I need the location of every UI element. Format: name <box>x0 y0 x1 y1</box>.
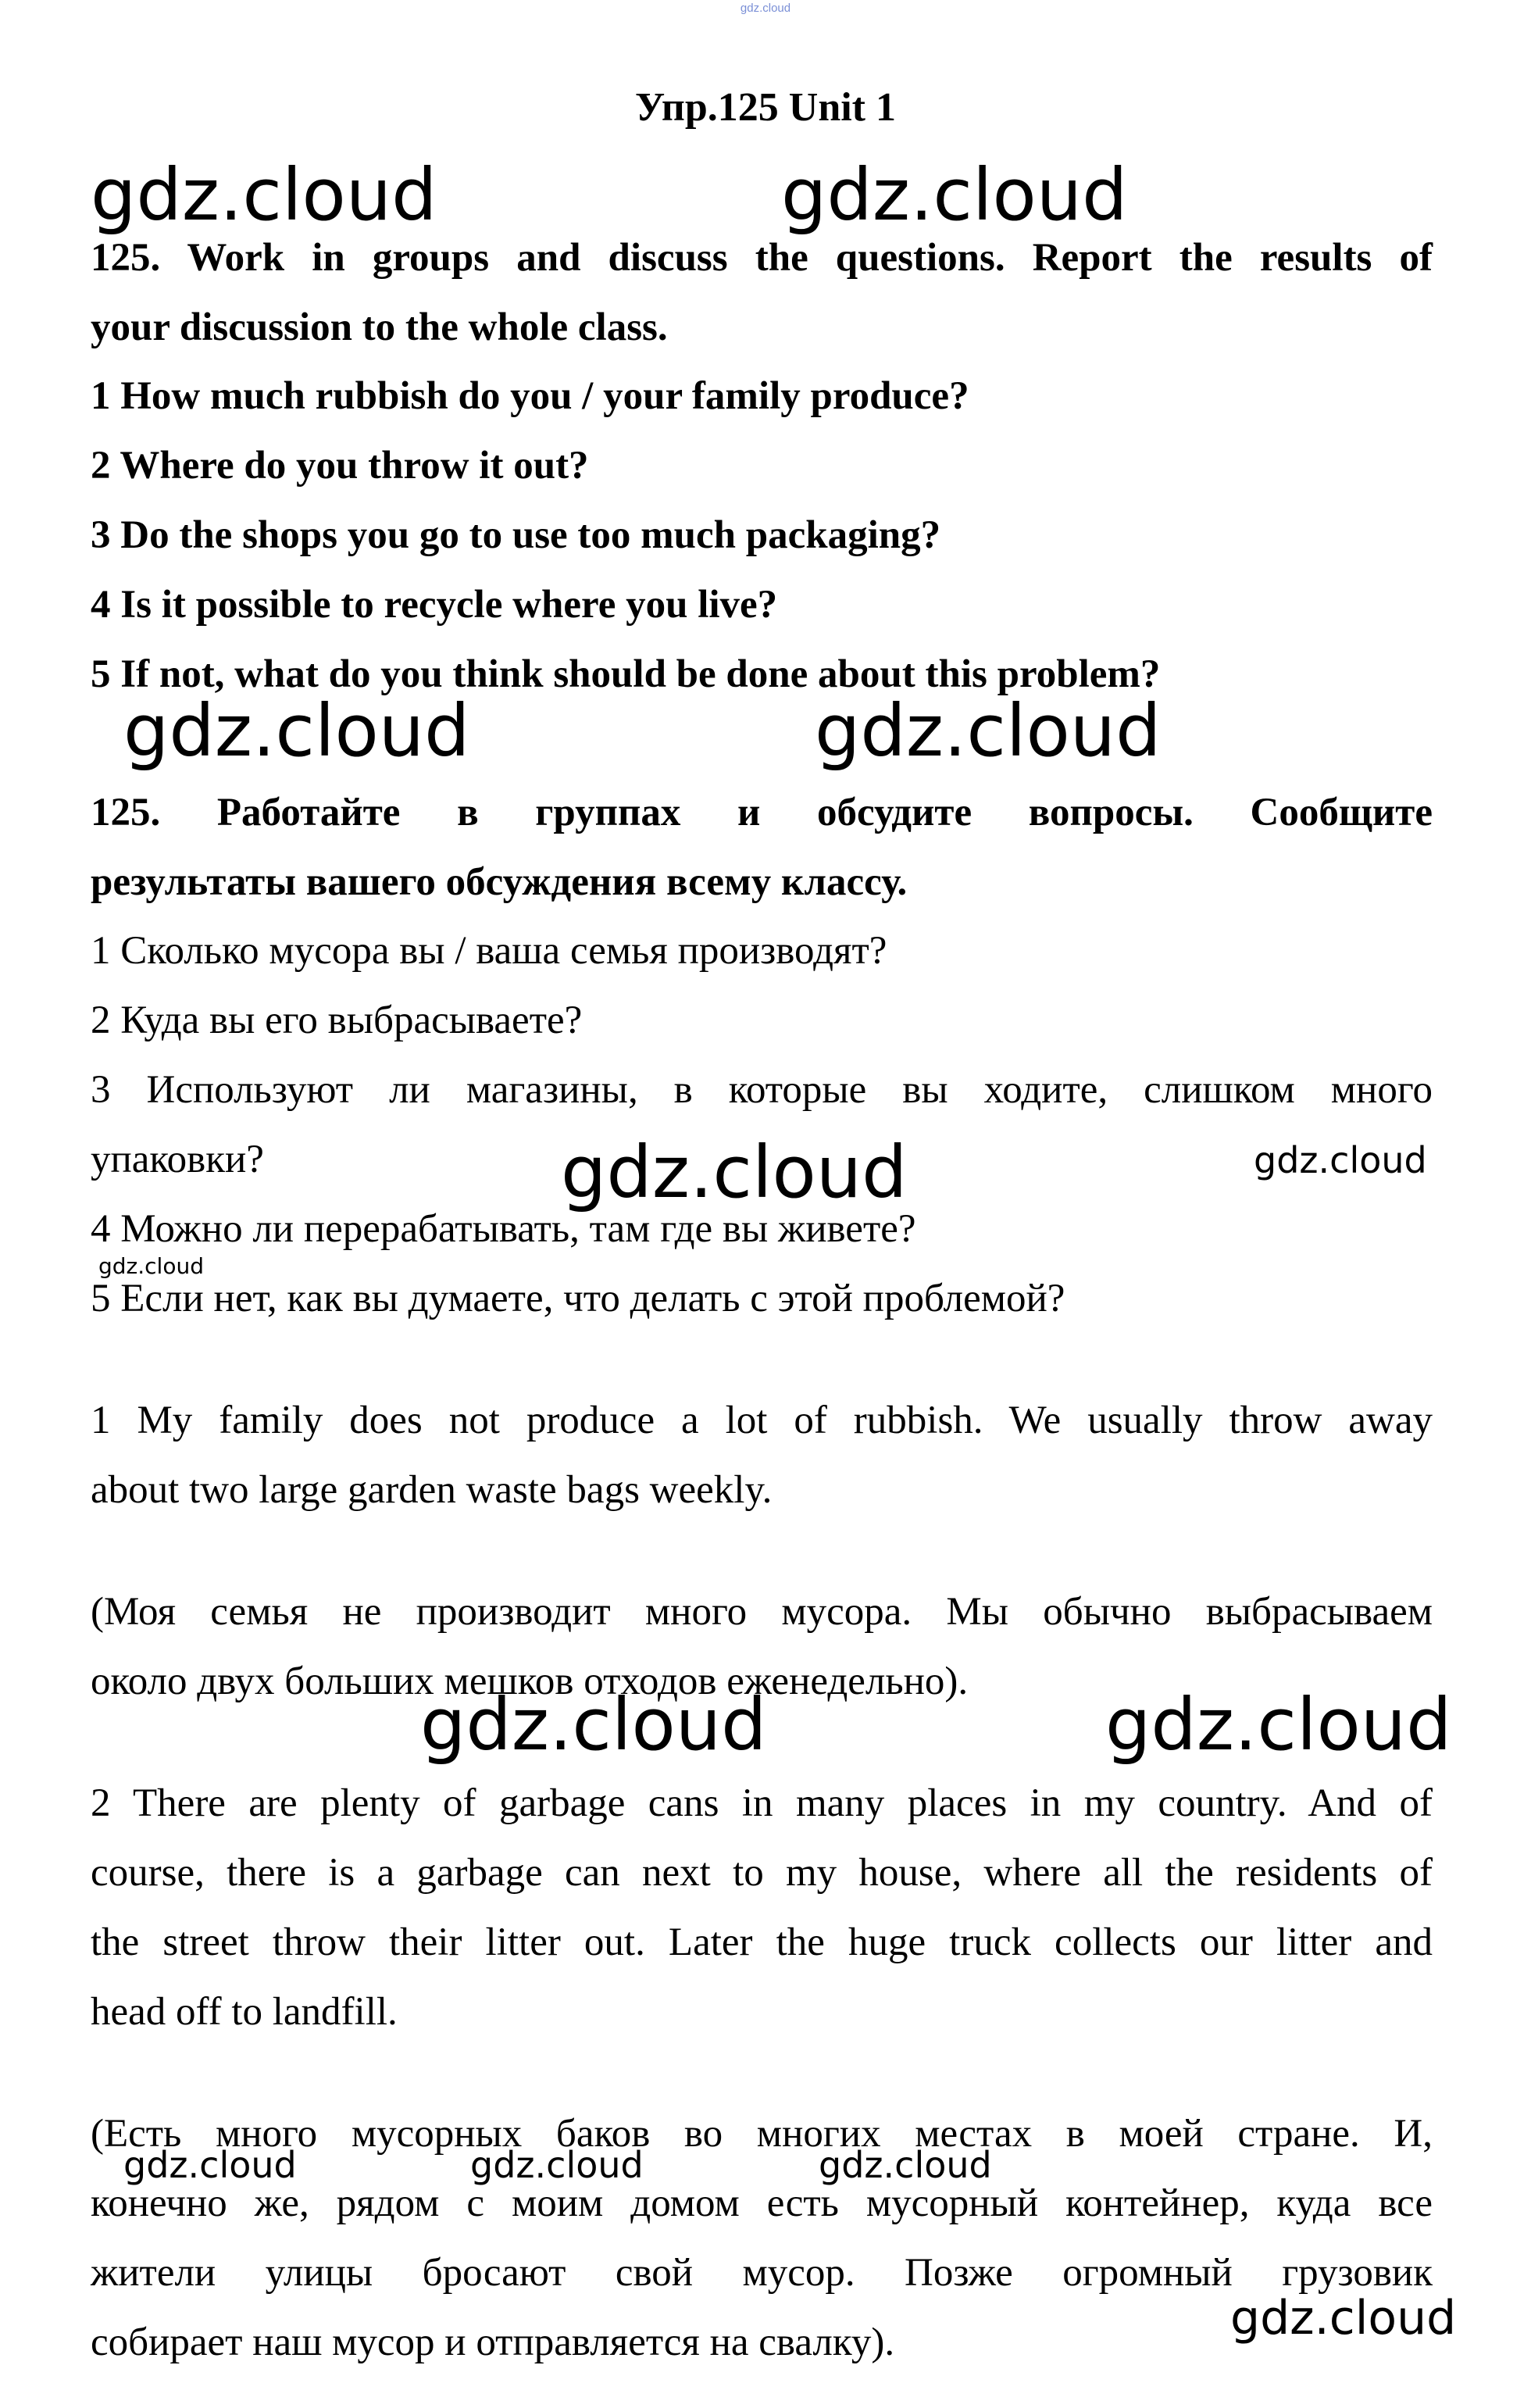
question-ru-3-line-1: 3 Используют ли магазины, в которые вы ходите, слишком много <box>91 1068 1433 1112</box>
question-ru-4: 4 Можно ли перерабатывать, там где вы живете? <box>91 1207 916 1251</box>
question-ru-3-line-2: упаковки? <box>91 1138 264 1181</box>
watermark: gdz.cloud <box>815 689 1162 773</box>
answer-2-ru-line-1: (Есть много мусорных баков во многих местах в моей стране. И, <box>91 2112 1433 2156</box>
top-watermark: gdz.cloud <box>740 2 791 15</box>
answer-2-ru-line-3: жители улицы бросают свой мусор. Позже огромный грузовик <box>91 2251 1433 2295</box>
watermark: gdz.cloud <box>561 1131 908 1214</box>
answer-1-en-line-2: about two large garden waste bags weekly. <box>91 1468 773 1512</box>
answer-2-en-line-3: the street throw their litter out. Later the huge truck collects our litter and <box>91 1920 1433 1964</box>
question-en-3: 3 Do the shops you go to use too much packaging? <box>91 513 941 557</box>
answer-2-en-line-4: head off to landfill. <box>91 1990 398 2034</box>
answer-1-ru-line-1: (Моя семья не производит много мусора. Мы обычно выбрасываем <box>91 1590 1433 1634</box>
answer-2-en-line-2: course, there is a garbage can next to my house, where all the residents of <box>91 1851 1433 1895</box>
watermark: gdz.cloud <box>1230 2291 1457 2345</box>
watermark: gdz.cloud <box>1105 1683 1452 1767</box>
watermark: gdz.cloud <box>470 2144 644 2186</box>
question-en-2: 2 Where do you throw it out? <box>91 444 589 488</box>
answer-1-ru-line-2: около двух больших мешков отходов еженедельно). <box>91 1660 969 1703</box>
question-en-4: 4 Is it possible to recycle where you live? <box>91 583 778 627</box>
question-en-1: 1 How much rubbish do you / your family produce? <box>91 374 969 418</box>
task-en-line-2: your discussion to the whole class. <box>91 305 668 349</box>
watermark: gdz.cloud <box>781 153 1128 237</box>
question-ru-5: 5 Если нет, как вы думаете, что делать с этой проблемой? <box>91 1277 1065 1320</box>
watermark: gdz.cloud <box>123 2144 297 2186</box>
task-en-line-1: 125. Work in groups and discuss the questions. Report the results of <box>91 236 1433 280</box>
watermark: gdz.cloud <box>819 2144 992 2186</box>
watermark: gdz.cloud <box>123 689 470 773</box>
watermark: gdz.cloud <box>1254 1139 1427 1181</box>
question-en-5: 5 If not, what do you think should be done about this problem? <box>91 652 1161 696</box>
answer-2-en-line-1: 2 There are plenty of garbage cans in many places in my country. And of <box>91 1781 1433 1825</box>
watermark: gdz.cloud <box>98 1253 204 1279</box>
page-title: Упр.125 Unit 1 <box>634 85 896 130</box>
answer-2-ru-line-2: конечно же, рядом с моим домом есть мусорный контейнер, куда все <box>91 2181 1433 2225</box>
question-ru-2: 2 Куда вы его выбрасываете? <box>91 999 583 1042</box>
answer-1-en-line-1: 1 My family does not produce a lot of rubbish. We usually throw away <box>91 1399 1433 1442</box>
question-ru-1: 1 Сколько мусора вы / ваша семья производят? <box>91 929 887 973</box>
watermark: gdz.cloud <box>91 153 437 237</box>
watermark: gdz.cloud <box>420 1683 767 1767</box>
task-ru-line-1: 125. Работайте в группах и обсудите вопросы. Сообщите <box>91 791 1433 834</box>
task-ru-line-2: результаты вашего обсуждения всему классу. <box>91 860 908 904</box>
answer-2-ru-line-4: собирает наш мусор и отправляется на свалку). <box>91 2320 895 2364</box>
